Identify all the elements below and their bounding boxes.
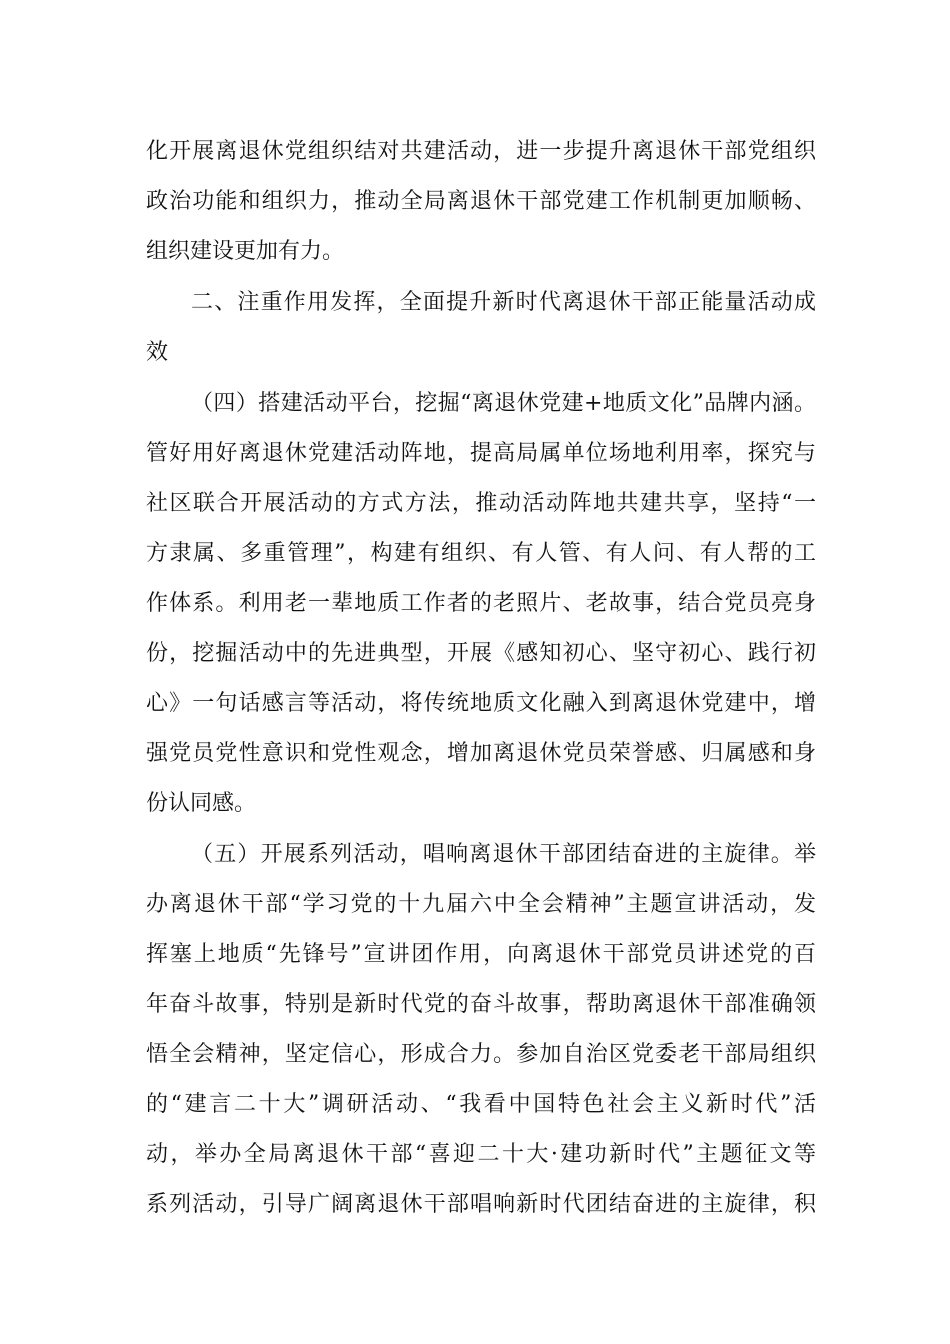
- text-line: 政治功能和组织力，推动全局离退休干部党建工作机制更加顺畅、: [146, 189, 816, 214]
- text-line: 份认同感。: [146, 791, 257, 816]
- text-line: 管好用好离退休党建活动阵地，提高局属单位场地利用率，探究与: [146, 441, 816, 466]
- text-line: 强党员党性意识和党性观念，增加离退休党员荣誉感、归属感和身: [146, 741, 816, 766]
- text-line: 悟全会精神，坚定信心，形成合力。参加自治区党委老干部局组织: [146, 1042, 816, 1067]
- section-heading-continuation: 效: [146, 340, 169, 365]
- text-line: 系列活动，引导广阔离退休干部唱响新时代团结奋进的主旋律，积: [146, 1192, 816, 1217]
- text-line: 心》一句话感言等活动，将传统地质文化融入到离退休党建中，增: [146, 691, 816, 716]
- text-line: 挥塞上地质“先锋号”宣讲团作用，向离退休干部党员讲述党的百: [146, 942, 816, 967]
- text-line: 社区联合开展活动的方式方法，推动活动阵地共建共享，坚持“一: [146, 491, 816, 516]
- text-line: 方隶属、多重管理”，构建有组织、有人管、有人问、有人帮的工: [146, 541, 816, 566]
- text-line: 的“建言二十大”调研活动、“我看中国特色社会主义新时代”活: [146, 1092, 816, 1117]
- text-line: 办离退休干部“学习党的十九届六中全会精神”主题宣讲活动，发: [146, 892, 816, 917]
- subsection-heading: （四）搭建活动平台，挖掘“离退休党建+地质文化”品牌内涵。: [191, 391, 816, 416]
- text-line: 组织建设更加有力。: [146, 239, 345, 264]
- text-line: 年奋斗故事，特别是新时代党的奋斗故事，帮助离退休干部准确领: [146, 992, 816, 1017]
- text-line: 作体系。利用老一辈地质工作者的老照片、老故事，结合党员亮身: [146, 591, 816, 616]
- section-heading: 二、注重作用发挥，全面提升新时代离退休干部正能量活动成: [191, 290, 816, 315]
- text-line: 化开展离退休党组织结对共建活动，进一步提升离退休干部党组织: [146, 139, 816, 164]
- subsection-heading: （五）开展系列活动，唱响离退休干部团结奋进的主旋律。举: [191, 842, 816, 867]
- text-line: 份，挖掘活动中的先进典型，开展《感知初心、坚守初心、践行初: [146, 641, 816, 666]
- text-line: 动，举办全局离退休干部“喜迎二十大·建功新时代”主题征文等: [146, 1142, 816, 1167]
